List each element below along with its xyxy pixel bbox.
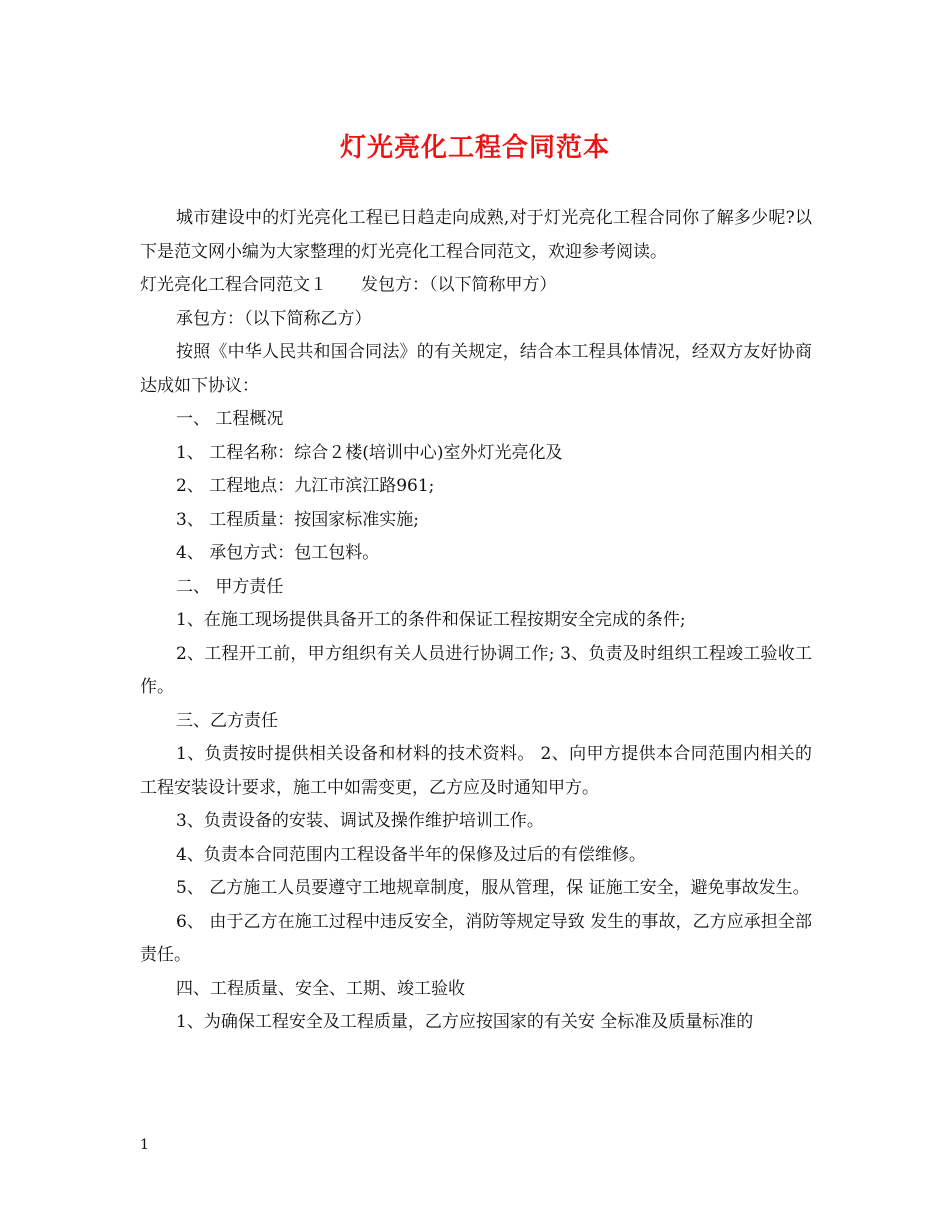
party-b-clause-1: 1、负责按时提供相关设备和材料的技术资料。 2、向甲方提供本合同范围内相关的工程安装设计要求，施工中如需变更，乙方应及时通知甲方。 bbox=[140, 744, 812, 798]
party-b-clause-6: 6、 由于乙方在施工过程中违反安全，消防等规定导致 发生的事故，乙方应承担全部责任。 bbox=[140, 911, 812, 965]
party-a-clause-2: 2、工程开工前，甲方组织有关人员进行协调工作; 3、负责及时组织工程竣工验收工作。 bbox=[140, 643, 812, 697]
quality-safety-clause-1: 1、为确保工程安全及工程质量，乙方应按国家的有关安 全标准及质量标准的 bbox=[176, 1012, 754, 1032]
section-heading-party-a: 二、 甲方责任 bbox=[176, 576, 284, 597]
party-b-clause-4: 4、负责本合同范围内工程设备半年的保修及过后的有偿维修。 bbox=[176, 844, 646, 865]
party-b-clause-5: 5、 乙方施工人员要遵守工地规章制度，服从管理，保 证施工安全，避免事故发生。 bbox=[176, 878, 810, 898]
agreement-basis-paragraph: 按照《中华人民共和国合同法》的有关规定，结合本工程具体情况，经双方友好协商达成如下协议： bbox=[140, 342, 812, 396]
clause-project-name: 1、 工程名称：综合２楼(培训中心)室外灯光亮化及 bbox=[176, 442, 563, 463]
section-heading-overview: 一、 工程概况 bbox=[176, 409, 284, 429]
document-title: 灯光亮化工程合同范本 bbox=[339, 133, 610, 163]
party-a-clause-1: 1、在施工现场提供具备开工的条件和保证工程按期安全完成的条件; bbox=[176, 610, 686, 630]
party-b-clause-3: 3、负责设备的安装、调试及操作维护培训工作。 bbox=[176, 811, 544, 831]
section-heading-party-b: 三、乙方责任 bbox=[176, 710, 278, 731]
sample-label: 灯光亮化工程合同范文１ bbox=[140, 275, 327, 295]
intro-paragraph: 城市建设中的灯光亮化工程已日趋走向成熟,对于灯光亮化工程合同你了解多少呢?以下是范文网小编为大家整理的灯光亮化工程合同范文，欢迎参考阅读。 bbox=[140, 208, 812, 262]
document-body bbox=[140, 202, 812, 1040]
clause-project-location: 2、 工程地点：九江市滨江路961; bbox=[176, 476, 435, 496]
page-number: 1 bbox=[140, 1137, 149, 1153]
party-b-line: 承包方：（以下简称乙方） bbox=[176, 308, 372, 329]
clause-contract-method: 4、 承包方式：包工包料。 bbox=[176, 543, 380, 563]
sample-line bbox=[140, 269, 812, 303]
clause-project-quality: 3、 工程质量：按国家标准实施; bbox=[176, 509, 419, 530]
party-a-line: 发包方：（以下简称甲方） bbox=[361, 275, 557, 295]
section-heading-quality-safety: 四、工程质量、安全、工期、竣工验收 bbox=[176, 978, 465, 999]
